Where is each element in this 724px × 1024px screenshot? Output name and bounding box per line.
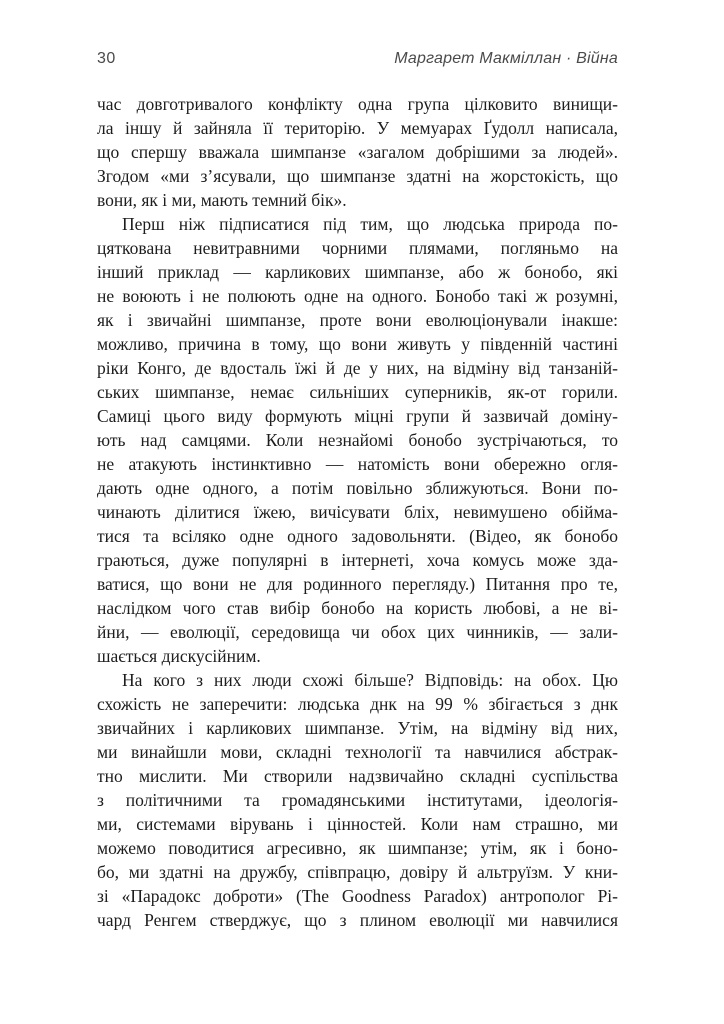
text-line: не воюють і не полюють одне на одного. Бонобо такі ж розумні, [97, 286, 618, 306]
running-title: Маргарет Макміллан · Війна [394, 50, 618, 67]
page-body [97, 92, 618, 932]
text-line: шається дискусійним. [97, 646, 261, 666]
text-line: наслідком чого став вибір бонобо на користь любові, а не ві- [97, 598, 618, 618]
paragraph [97, 668, 618, 932]
text-line: як і звичайні шимпанзе, проте вони еволюціонували інакше: [97, 310, 618, 330]
text-line: зі «Парадокс доброти» (The Goodness Paradox) антрополог Рі- [97, 886, 618, 906]
text-line: Перш ніж підписатися під тим, що людська природа по- [122, 214, 618, 234]
text-line: вони, як і ми, мають темний бік». [97, 190, 347, 210]
text-line: не атакують інстинктивно — натомість вони обережно огля- [97, 454, 618, 474]
page-header [97, 50, 618, 68]
text-line: чард Ренгем стверджує, що з плином еволюції ми навчилися [97, 910, 618, 930]
text-line: ріки Конго, де вдосталь їжі й де у них, на відміну від танзаній- [97, 358, 618, 378]
paragraph [97, 92, 618, 212]
text-line: можемо поводитися агресивно, як шимпанзе; утім, як і боно- [97, 838, 618, 858]
text-line: інший приклад — карликових шимпанзе, або ж бонобо, які [97, 262, 618, 282]
text-line: ських шимпанзе, немає сильніших суперників, як-от горили. [97, 382, 618, 402]
text-line: схожість не заперечити: людська днк на 99 % збігається з днк [97, 694, 618, 714]
text-line: цяткована невитравними чорними плямами, погляньмо на [97, 238, 618, 258]
text-line: звичайних і карликових шимпанзе. Утім, на відміну від них, [97, 718, 618, 738]
paragraph [97, 212, 618, 668]
text-line: що спершу вважала шимпанзе «загалом добрішими за людей». [97, 142, 618, 162]
text-line: ла іншу й зайняла її територію. У мемуарах Ґудолл написала, [97, 118, 618, 138]
text-line: дають одне одного, а потім повільно зближуються. Вони по- [97, 478, 618, 498]
text-line: ють над самцями. Коли незнайомі бонобо зустрічаються, то [97, 430, 618, 450]
text-line: йни, — еволюції, середовища чи обох цих чинників, — зали- [97, 622, 618, 642]
text-line: тно мислити. Ми створили надзвичайно складні суспільства [97, 766, 618, 786]
text-line: граються, дуже популярні в інтернеті, хоча комусь може зда- [97, 550, 618, 570]
text-line: чинають ділитися їжею, вичісувати бліх, невимушено обійма- [97, 502, 618, 522]
text-line: ми винайшли мови, складні технології та навчилися абстрак- [97, 742, 618, 762]
page-number: 30 [97, 50, 116, 67]
text-line: Самиці цього виду формують міцні групи й зазвичай доміну- [97, 406, 618, 426]
text-line: можливо, причина в тому, що вони живуть у південній частині [97, 334, 618, 354]
text-line: ми, системами вірувань і цінностей. Коли нам страшно, ми [97, 814, 618, 834]
text-line: час довготривалого конфлікту одна група цілковито винищи- [97, 94, 618, 114]
text-line: з політичними та громадянськими інститутами, ідеологія- [97, 790, 618, 810]
text-line: Згодом «ми з’ясували, що шимпанзе здатні на жорстокість, що [97, 166, 618, 186]
text-line: ватися, що вони не для родинного перегляду.) Питання про те, [97, 574, 618, 594]
text-line: бо, ми здатні на дружбу, співпрацю, довіру й альтруїзм. У кни- [97, 862, 618, 882]
text-line: На кого з них люди схожі більше? Відповідь: на обох. Цю [122, 670, 618, 690]
text-line: тися та всіляко одне одного задовольняти. (Відео, як бонобо [97, 526, 618, 546]
